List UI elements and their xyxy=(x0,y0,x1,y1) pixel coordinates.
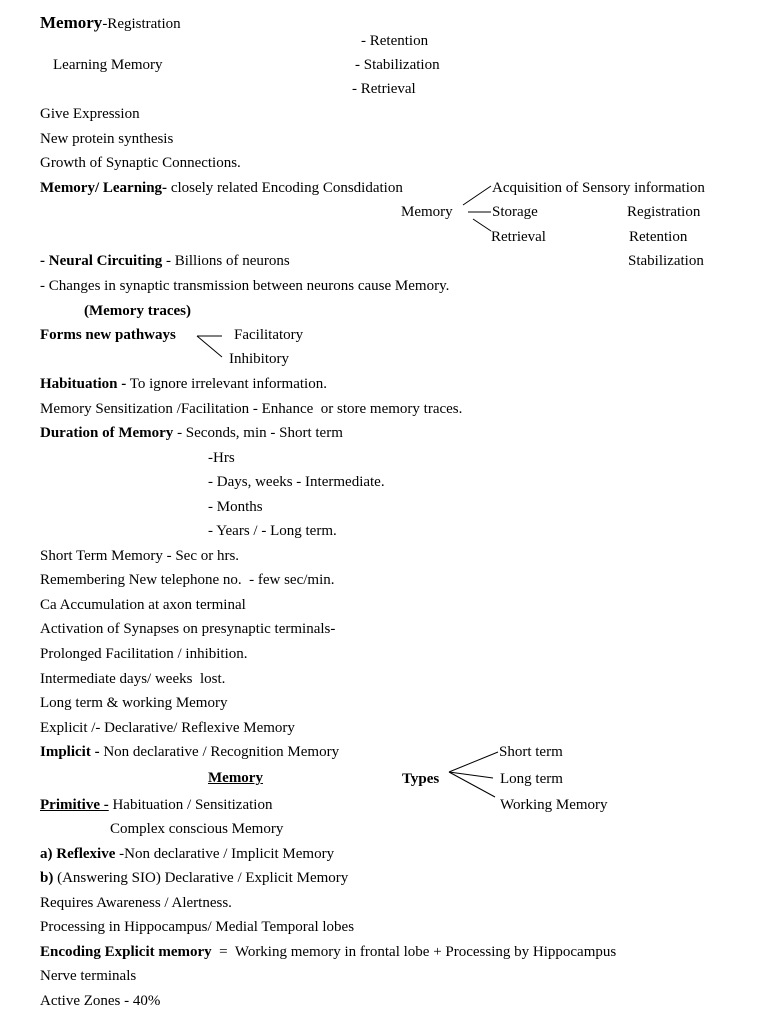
processing-line: Processing in Hippocampus/ Medial Temporal lobes xyxy=(40,919,355,935)
memory-title: Memory xyxy=(40,13,103,32)
memory-learning-text: closely related Encoding Consdidation xyxy=(167,180,403,196)
declarative-bold: b) xyxy=(40,870,54,886)
declarative-line xyxy=(40,869,348,887)
ca-line: Ca Accumulation at axon terminal xyxy=(40,597,246,613)
acquisition-label: Acquisition of Sensory information xyxy=(492,180,705,196)
reflexive-bold: a) Reflexive xyxy=(40,846,116,862)
connector-acquisition xyxy=(463,186,491,205)
retrieval-label: - Retrieval xyxy=(352,81,416,97)
habituation-bold: Habituation - xyxy=(40,376,127,392)
neural-circuiting-line xyxy=(40,252,290,270)
implicit-bold: Implicit - xyxy=(40,744,100,760)
reflexive-text: -Non declarative / Implicit Memory xyxy=(115,846,335,862)
retrieval2-label: Retrieval xyxy=(491,229,546,245)
habituation-text: To ignore irrelevant information. xyxy=(126,376,327,392)
retention2-label: Retention xyxy=(629,229,688,245)
awareness-line: Requires Awareness / Alertness. xyxy=(40,895,232,911)
stm-line: Short Term Memory - Sec or hrs. xyxy=(40,548,240,564)
connector-working-memory xyxy=(449,772,495,797)
intermediate-line: Intermediate days/ weeks lost. xyxy=(40,671,226,687)
months-line: - Months xyxy=(208,499,263,515)
working-memory-label: Working Memory xyxy=(500,797,608,813)
primitive-line xyxy=(40,796,272,814)
forms-pathways-line: Forms new pathways xyxy=(40,327,176,343)
inhibitory-label: Inhibitory xyxy=(229,351,289,367)
duration-text: - Seconds, min - Short term xyxy=(173,425,343,441)
duration-bold: Duration of Memory xyxy=(40,425,174,441)
encoding-text: = Working memory in frontal lobe + Processing by Hippocampus xyxy=(211,944,617,960)
stabilization2-label: Stabilization xyxy=(628,253,704,269)
encoding-bold: Encoding Explicit memory xyxy=(40,944,212,960)
reflexive-line xyxy=(40,845,334,863)
diagram-memory-label: Memory xyxy=(401,204,453,220)
neural-circuiting-text: - Billions of neurons xyxy=(162,253,290,269)
hrs-line: -Hrs xyxy=(208,450,235,466)
connector-retrieval xyxy=(473,219,491,231)
implicit-text: Non declarative / Recognition Memory xyxy=(99,744,340,760)
years-line: - Years / - Long term. xyxy=(208,523,337,539)
sensitization-line: Memory Sensitization /Facilitation - Enhance or store memory traces. xyxy=(40,401,463,417)
retention-label: - Retention xyxy=(361,33,429,49)
activation-line: Activation of Synapses on presynaptic terminals- xyxy=(40,621,336,637)
encoding-line xyxy=(40,943,616,961)
implicit-line xyxy=(40,743,339,761)
long-term2-label: Long term xyxy=(500,771,563,787)
complex-line: Complex conscious Memory xyxy=(110,821,284,837)
prolonged-line: Prolonged Facilitation / inhibition. xyxy=(40,646,248,662)
neural-circuiting-bold: - Neural Circuiting xyxy=(40,253,163,269)
connector-long-term xyxy=(449,772,493,778)
header-line xyxy=(40,14,181,33)
facilitatory-label: Facilitatory xyxy=(234,327,304,343)
protein-line: New protein synthesis xyxy=(40,131,174,147)
stabilization-label: - Stabilization xyxy=(355,57,440,73)
nerve-line: Nerve terminals xyxy=(40,968,137,984)
declarative-text: (Answering SIO) Declarative / Explicit Memory xyxy=(53,870,349,886)
days-line: - Days, weeks - Intermediate. xyxy=(208,474,385,490)
memory-heading: Memory xyxy=(208,770,263,786)
types-label: Types xyxy=(402,771,440,787)
active-zones-line: Active Zones - 40% xyxy=(40,993,161,1009)
growth-line: Growth of Synaptic Connections. xyxy=(40,155,241,171)
changes-line: - Changes in synaptic transmission between neurons cause Memory. xyxy=(40,278,450,294)
telephone-line: Remembering New telephone no. - few sec/min. xyxy=(40,572,335,588)
explicit-line: Explicit /- Declarative/ Reflexive Memory xyxy=(40,720,295,736)
memory-learning-line xyxy=(40,179,403,197)
habituation-line xyxy=(40,375,327,393)
duration-line xyxy=(40,424,343,442)
primitive-bold: Primitive - xyxy=(40,797,109,813)
give-expression-line: Give Expression xyxy=(40,106,140,122)
storage-label: Storage xyxy=(492,204,538,220)
memory-traces-line: (Memory traces) xyxy=(84,303,192,319)
connector-short-term xyxy=(449,752,498,772)
primitive-text: Habituation / Sensitization xyxy=(108,797,273,813)
long-term-line: Long term & working Memory xyxy=(40,695,228,711)
registration2-label: Registration xyxy=(627,204,701,220)
learning-memory-label: Learning Memory xyxy=(53,57,163,73)
registration-label: -Registration xyxy=(102,16,181,32)
connector-inhibitory xyxy=(197,336,222,357)
memory-learning-bold: Memory/ Learning- xyxy=(40,180,168,196)
short-term-label: Short term xyxy=(499,744,563,760)
